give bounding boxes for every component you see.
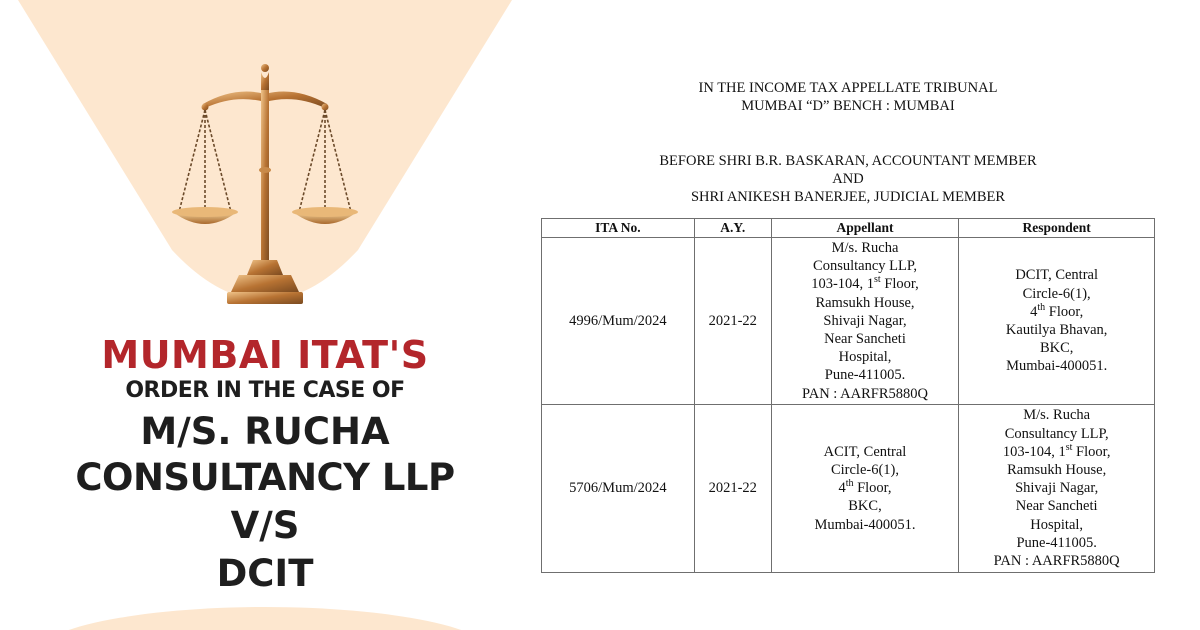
cell-respondent	[959, 404, 1155, 572]
address-line: 103-104, 1st Floor,	[811, 274, 919, 293]
address-line: BKC,	[1039, 340, 1074, 357]
bench-and: AND	[832, 171, 864, 187]
address-line: BKC,	[848, 498, 882, 515]
header-respondent: Respondent	[959, 219, 1155, 238]
address-line: Hospital,	[838, 349, 892, 366]
cell-ay: 2021-22	[694, 404, 771, 572]
address-line: 4th Floor,	[838, 478, 892, 497]
cell-appellant	[771, 404, 959, 572]
tribunal-header	[540, 79, 1156, 115]
address-line: DCIT, Central	[1015, 267, 1098, 284]
address-line: Circle-6(1),	[1022, 285, 1091, 302]
headline-mumbai-itat: MUMBAI ITAT'S	[101, 333, 429, 377]
cell-ita-no: 5706/Mum/2024	[542, 404, 695, 572]
table-row	[542, 404, 1155, 572]
address-line: Shivaji Nagar,	[1015, 480, 1099, 497]
address-line: Pune-411005.	[824, 367, 906, 384]
case-table	[541, 218, 1155, 573]
address-line: Near Sancheti	[824, 331, 906, 348]
table-row	[542, 238, 1155, 405]
address-line: Near Sancheti	[1015, 498, 1098, 515]
headline-line-1: M/S. RUCHA	[140, 410, 390, 453]
address-line: PAN : AARFR5880Q	[993, 553, 1120, 570]
bench-name: MUMBAI “D” BENCH : MUMBAI	[741, 98, 955, 114]
table-header-row	[542, 219, 1155, 238]
cell-respondent	[959, 238, 1155, 405]
address-line: Consultancy LLP,	[1004, 425, 1109, 442]
judicial-member: SHRI ANIKESH BANERJEE, JUDICIAL MEMBER	[690, 189, 1006, 205]
address-line: 4th Floor,	[1030, 301, 1084, 320]
header-appellant: Appellant	[771, 219, 959, 238]
address-line: Circle-6(1),	[830, 462, 900, 479]
address-line: Hospital,	[1030, 516, 1084, 533]
address-line: Ramsukh House,	[1007, 462, 1107, 479]
tribunal-name: IN THE INCOME TAX APPELLATE TRIBUNAL	[698, 80, 998, 96]
address-line: Consultancy LLP,	[813, 258, 917, 275]
address-line: Shivaji Nagar,	[823, 312, 907, 329]
scales-of-justice-icon	[165, 60, 365, 310]
cell-ita-no: 4996/Mum/2024	[542, 238, 695, 405]
accountant-member: BEFORE SHRI B.R. BASKARAN, ACCOUNTANT MEMBER	[659, 153, 1037, 169]
cell-appellant	[771, 238, 959, 405]
headline-line-4: DCIT	[216, 552, 314, 595]
header-ita-no: ITA No.	[542, 219, 695, 238]
address-line: Mumbai-400051.	[814, 516, 916, 533]
headline-line-2: CONSULTANCY LLP	[75, 456, 455, 499]
header-ay: A.Y.	[694, 219, 771, 238]
address-line: Kautilya Bhavan,	[1005, 321, 1108, 338]
address-line: M/s. Rucha	[831, 240, 899, 256]
headline-subtitle: ORDER IN THE CASE OF	[125, 378, 405, 403]
address-line: Mumbai-400051.	[1006, 358, 1108, 375]
cell-ay: 2021-22	[694, 238, 771, 405]
headline-line-3: V/S	[230, 504, 300, 547]
address-line: Ramsukh House,	[815, 294, 915, 311]
address-line: PAN : AARFR5880Q	[802, 385, 928, 402]
address-line: 103-104, 1st Floor,	[1002, 441, 1111, 460]
address-line: M/s. Rucha	[1023, 407, 1091, 424]
left-banner	[0, 0, 530, 630]
address-line: Pune-411005.	[1016, 534, 1097, 551]
bench-members	[540, 152, 1156, 206]
address-line: ACIT, Central	[823, 443, 907, 460]
